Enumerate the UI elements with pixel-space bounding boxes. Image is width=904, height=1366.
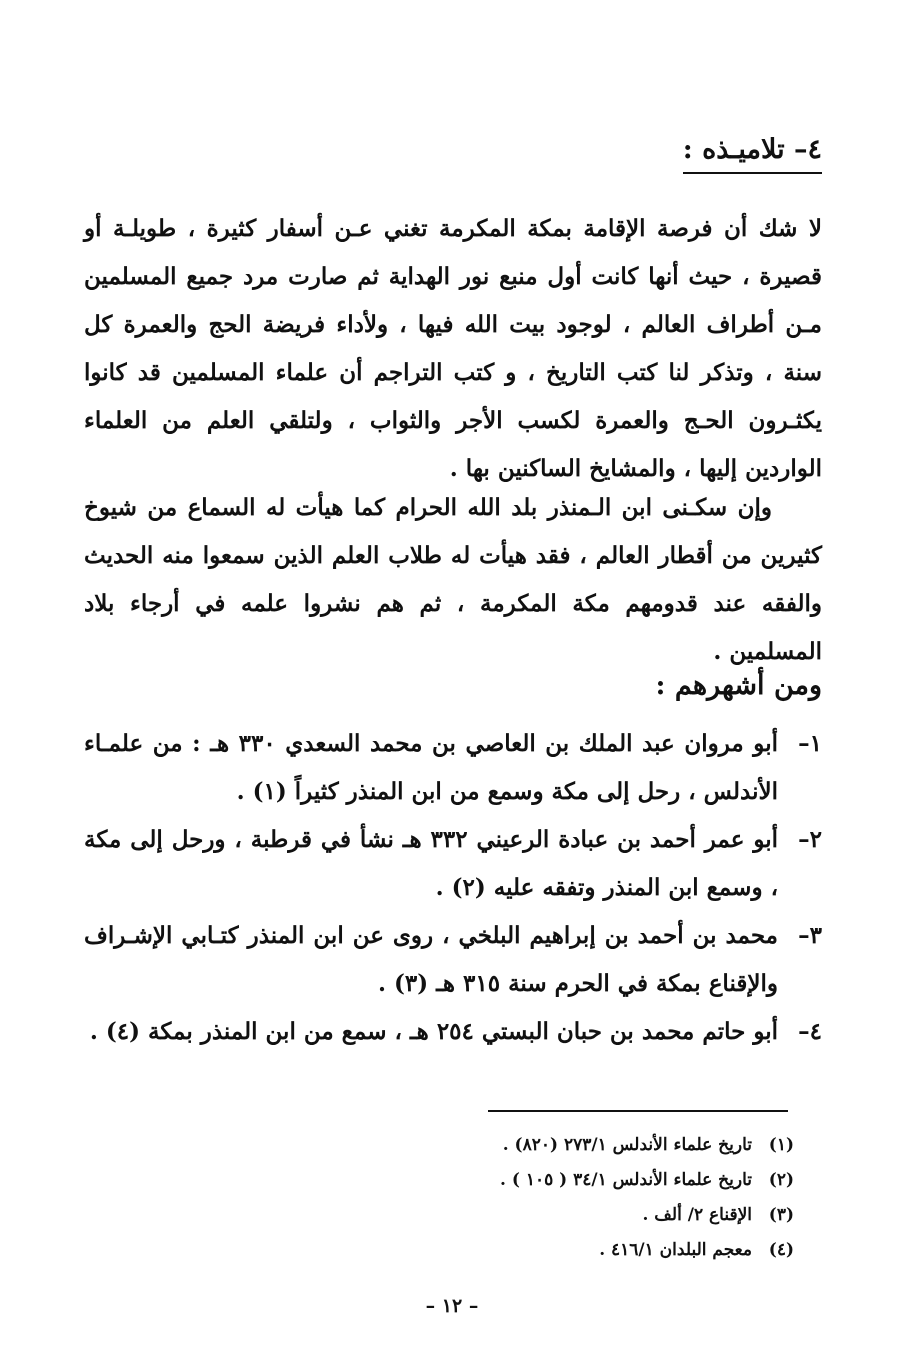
footnote-number: (٣) xyxy=(768,1205,794,1225)
page-number: – ١٢ – xyxy=(425,1295,479,1317)
footnote-text: الإقناع ٢/ ألف . xyxy=(642,1205,752,1225)
footnote-text: معجم البلدان ٤١٦/١ . xyxy=(599,1240,752,1260)
paragraph-2 xyxy=(84,484,822,676)
section-heading: ٤– تلاميـذه : xyxy=(683,130,822,174)
list-item-number: ٣– xyxy=(798,922,822,949)
footnote-text: تاريخ علماء الأندلس ٢٧٣/١ (٨٢٠) . xyxy=(502,1135,752,1155)
paragraph-2-text: وإن سكـنى ابن الـمنذر بلد الله الحرام كما هيأت له السماع من شيوخ كثيرين من أقطار العالم ، فقد هيأت له طلاب العلم الذين سمعوا منه الحديث والفقه عند قدومهم مكة المكرمة ، ثم هم نشروا علمه في أرجاء بلاد المسلمين . xyxy=(84,494,822,665)
footnote xyxy=(194,1128,794,1163)
list-item-text: أبو حاتم محمد بن حبان البستي ٢٥٤ هـ ، سمع من ابن المنذر بمكة (٤) . xyxy=(89,1018,778,1045)
footnote xyxy=(194,1198,794,1233)
footnote-divider xyxy=(488,1110,788,1112)
footnote xyxy=(194,1163,794,1198)
famous-students-heading: ومن أشهرهم : xyxy=(655,670,822,701)
list-item-text: أبو مروان عبد الملك بن العاصي بن محمد السعدي ٣٣٠ هـ : من علمـاء الأندلس ، رحل إلى مكة وسمع من ابن المنذر كثيراً (١) . xyxy=(84,730,778,805)
list-item-number: ١– xyxy=(798,730,822,757)
footnotes-list xyxy=(194,1128,794,1268)
footnote-number: (٤) xyxy=(768,1240,794,1260)
footnote xyxy=(194,1233,794,1268)
footnote-number: (١) xyxy=(768,1135,794,1155)
list-item-number: ٢– xyxy=(798,826,822,853)
list-item-number: ٤– xyxy=(798,1018,822,1045)
footnote-number: (٢) xyxy=(768,1170,794,1190)
list-item xyxy=(84,1008,822,1056)
footnote-text: تاريخ علماء الأندلس ٣٤/١ ( ١٠٥ ) . xyxy=(500,1170,752,1190)
list-item-text: محمد بن أحمد بن إبراهيم البلخي ، روى عن ابن المنذر كتـابي الإشـراف والإقناع بمكة في الحرم سنة ٣١٥ هـ (٣) . xyxy=(84,922,778,997)
list-item xyxy=(84,816,822,912)
famous-students-list xyxy=(84,720,822,1056)
paragraph-1: لا شك أن فرصة الإقامة بمكة المكرمة تغني عـن أسفار كثيرة ، طويلـة أو قصيرة ، حيث أنها كانت أول منبع نور الهداية ثم صارت مرد جميع المسلمين مـن أطراف العالم ، لوجود بيت الله فيها ، ولأداء فريضة الحج والعمرة كل سنة ، وتذكر لنا كتب التاريخ ، و كتب التراجم أن علماء المسلمين قد كانوا يكثـرون الحـج والعمرة لكسب الأجر والثواب ، ولتلقي العلم من العلماء الواردين إليها ، والمشايخ الساكنين بها . xyxy=(84,215,822,482)
list-item xyxy=(84,720,822,816)
list-item xyxy=(84,912,822,1008)
list-item-text: أبو عمر أحمد بن عبادة الرعيني ٣٣٢ هـ نشأ في قرطبة ، ورحل إلى مكة ، وسمع ابن المنذر وتفقه عليه (٢) . xyxy=(84,826,778,901)
